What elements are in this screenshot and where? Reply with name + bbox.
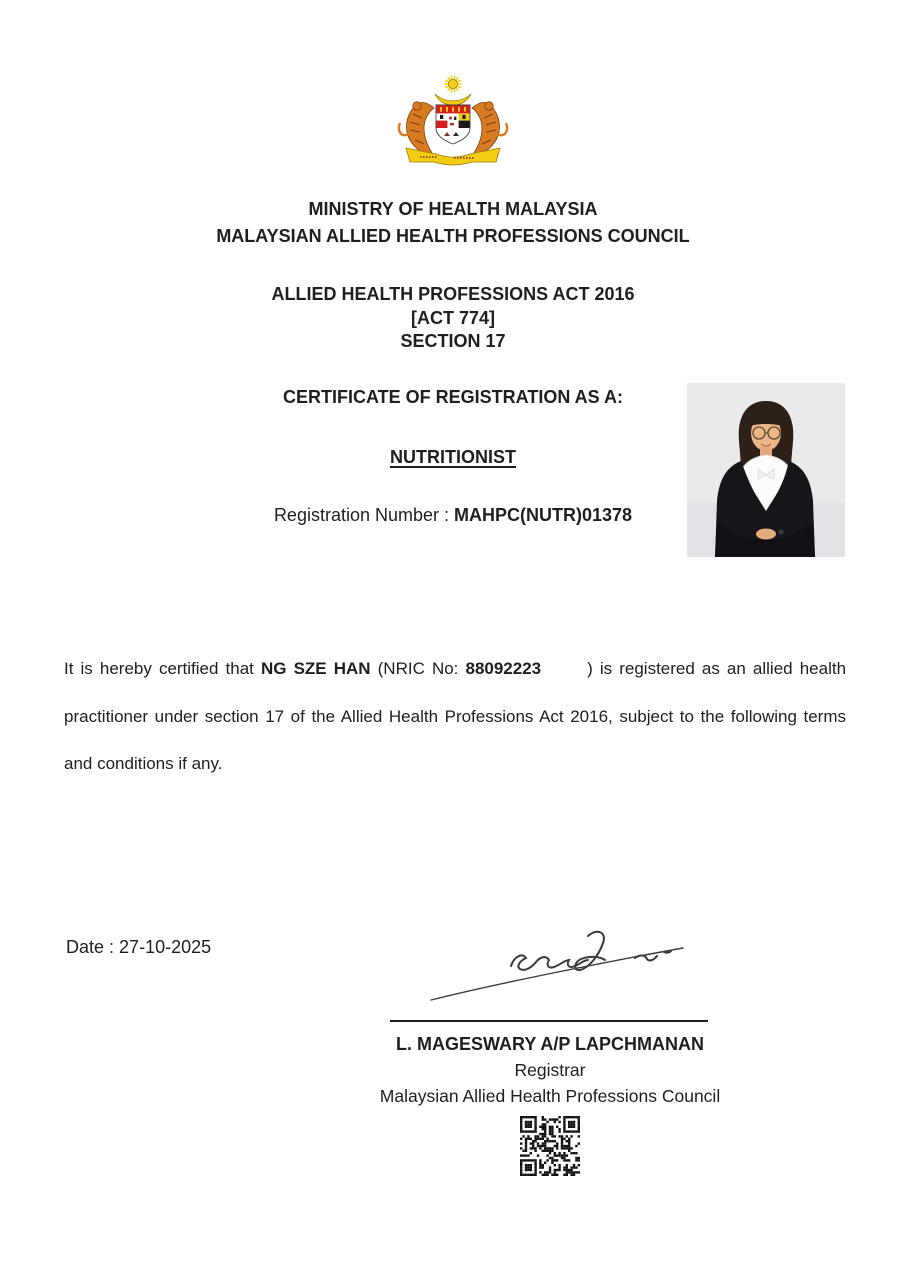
body-part3: ) is registered as an allied health practitioner under section 17 of the Allied Health Professions Act 2016, subject to the following terms and conditions if any. (64, 659, 847, 773)
signature-rule (390, 1020, 708, 1022)
qr-code (520, 1116, 580, 1176)
certificate-title: CERTIFICATE OF REGISTRATION AS A: (283, 387, 623, 407)
registrant-photo (687, 383, 845, 557)
certification-paragraph (64, 645, 846, 788)
registration-number-label: Registration Number : (273, 505, 450, 525)
registrar-signature (425, 918, 690, 1006)
ministry-title: MINISTRY OF HEALTH MALAYSIA (308, 199, 598, 219)
profession-label: NUTRITIONIST (390, 447, 516, 467)
signatory-block (368, 1031, 732, 1176)
signatory-name: L. MAGESWARY A/P LAPCHMANAN (395, 1034, 704, 1054)
nric-number: 88092223 (465, 659, 542, 678)
date-value: 27-10-2025 (119, 937, 212, 957)
act-section: SECTION 17 (400, 331, 506, 351)
body-part1: It is hereby certified that (64, 659, 261, 678)
act-number: [ACT 774] (410, 307, 495, 328)
act-title: ALLIED HEALTH PROFESSIONS ACT 2016 (271, 284, 635, 304)
act-block (0, 283, 906, 354)
header-block (0, 196, 906, 250)
date-line (66, 937, 211, 958)
registration-number-value: MAHPC(NUTR)01378 (454, 505, 633, 525)
body-part2: (NRIC No: (370, 659, 466, 678)
council-title: MALAYSIAN ALLIED HEALTH PROFESSIONS COUNCIL (216, 226, 690, 246)
malaysia-coat-of-arms-icon (390, 74, 516, 168)
practitioner-name: NG SZE HAN (261, 659, 371, 678)
date-label: Date : (66, 937, 115, 957)
signatory-organization: Malaysian Allied Health Professions Council (379, 1086, 721, 1106)
signatory-title: Registrar (514, 1060, 586, 1080)
